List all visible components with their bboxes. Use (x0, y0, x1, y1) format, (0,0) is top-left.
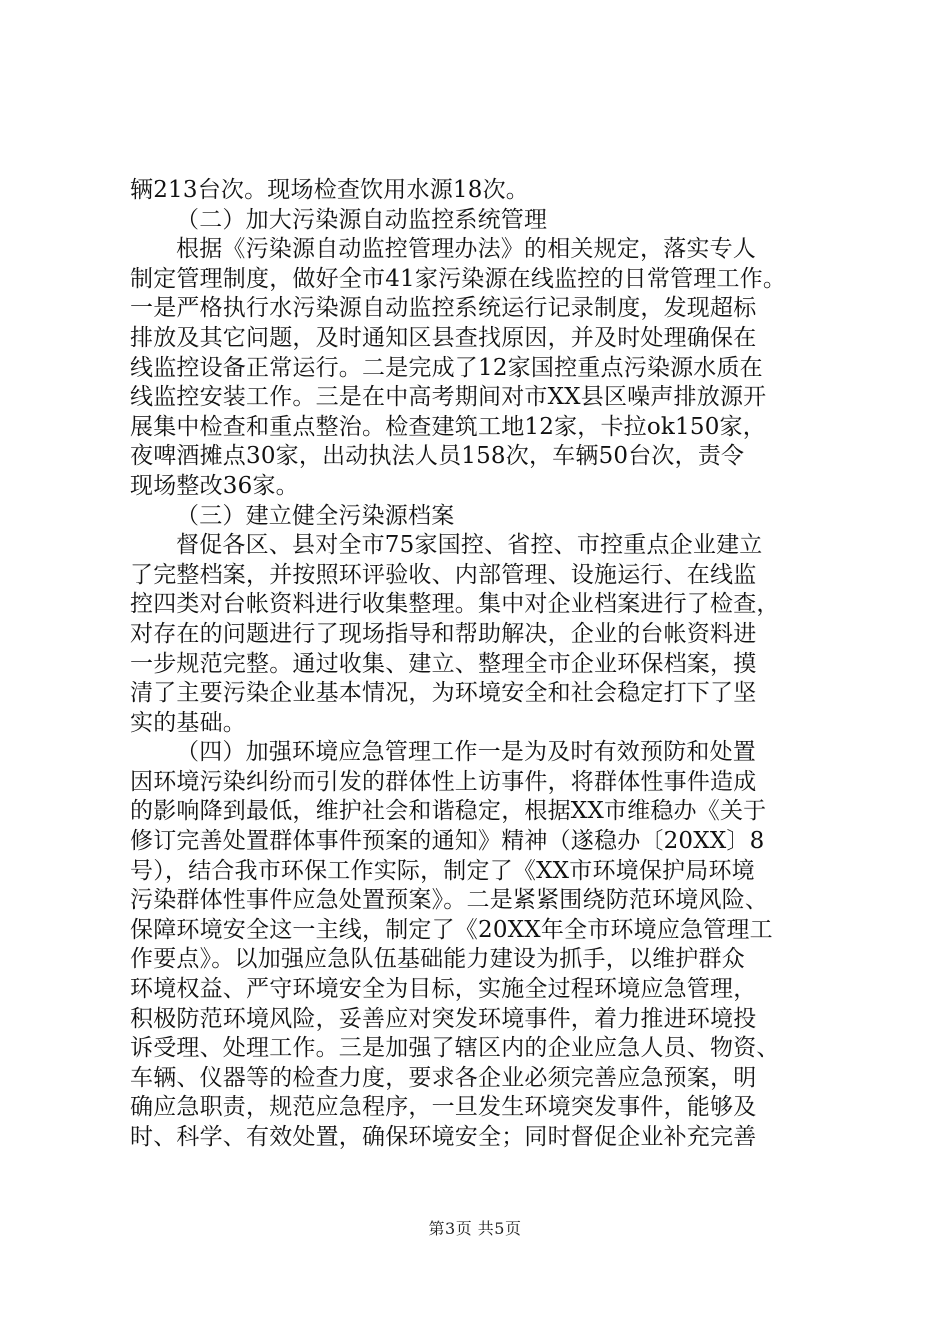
text-line: 积极防范环境风险，妥善应对突发环境事件，着力推进环境投 (130, 1005, 757, 1032)
section-heading: （三）建立健全污染源档案 (176, 502, 455, 529)
text-line: 作要点》。以加强应急队伍基础能力建设为抓手，以维护群众 (130, 946, 745, 973)
text-line: 线监控安装工作。三是在中高考期间对市XX县区噪声排放源开 (130, 384, 767, 411)
text-line: 车辆、仪器等的检查力度，要求各企业必须完善应急预案，明 (130, 1064, 757, 1091)
text-line: 修订完善处置群体事件预案的通知》精神（遂稳办〔20XX〕8 (130, 828, 765, 855)
text-line: 线监控设备正常运行。二是完成了12家国控重点污染源水质在 (130, 354, 763, 381)
text-line: 时、科学、有效处置，确保环境安全；同时督促企业补充完善 (130, 1124, 757, 1150)
text-line: 排放及其它问题，及时通知区县查找原因，并及时处理确保在 (130, 324, 757, 351)
text-line: 展集中检查和重点整治。检查建筑工地12家，卡拉ok150家， (130, 413, 766, 440)
text-line: 诉受理、处理工作。三是加强了辖区内的企业应急人员、物资、 (130, 1035, 780, 1062)
document-body (130, 176, 850, 1153)
text-line: 因环境污染纠纷而引发的群体性上访事件，将群体性事件造成 (130, 768, 757, 795)
text-line: 控四类对台帐资料进行收集整理。集中对企业档案进行了检查， (130, 591, 780, 618)
text-line: 保障环境安全这一主线，制定了《20XX年全市环境应急管理工 (130, 916, 773, 943)
text-line: 污染群体性事件应急处置预案》。二是紧紧围绕防范环境风险、 (130, 887, 769, 914)
text-line: 了完整档案，并按照环评验收、内部管理、设施运行、在线监 (130, 561, 757, 588)
text-line: 夜啤酒摊点30家，出动执法人员158次，车辆50台次，责令 (130, 443, 745, 470)
text-line: 的影响降到最低，维护社会和谐稳定，根据XX市维稳办《关于 (130, 798, 767, 825)
text-line: 环境权益、严守环境安全为目标，实施全过程环境应急管理， (130, 976, 757, 1003)
text-line: 一步规范完整。通过收集、建立、整理全市企业环保档案，摸 (130, 650, 757, 677)
text-line: 清了主要污染企业基本情况，为环境安全和社会稳定打下了坚 (130, 680, 757, 707)
text-line: 对存在的问题进行了现场指导和帮助解决，企业的台帐资料进 (130, 620, 757, 647)
section-heading: （四）加强环境应急管理工作一是为及时有效预防和处置 (176, 739, 756, 766)
text-line: 根据《污染源自动监控管理办法》的相关规定，落实专人 (176, 236, 756, 263)
text-line: 辆213台次。现场检查饮用水源18次。 (130, 177, 529, 203)
page-number-footer: 第3页 共5页 (428, 1219, 522, 1238)
text-line: 确应急职责，规范应急程序，一旦发生环境突发事件，能够及 (130, 1094, 757, 1121)
text-line: 号），结合我市环保工作实际，制定了《XX市环境保护局环境 (130, 857, 755, 884)
text-line: 现场整改36家。 (130, 472, 299, 499)
text-line: 督促各区、县对全市75家国控、省控、市控重点企业建立 (176, 532, 763, 559)
section-heading: （二）加大污染源自动监控系统管理 (176, 206, 548, 233)
text-line: 实的基础。 (130, 709, 246, 736)
text-line: 制定管理制度，做好全市41家污染源在线监控的日常管理工作。 (130, 265, 787, 292)
text-line: 一是严格执行水污染源自动监控系统运行记录制度，发现超标 (130, 295, 757, 322)
